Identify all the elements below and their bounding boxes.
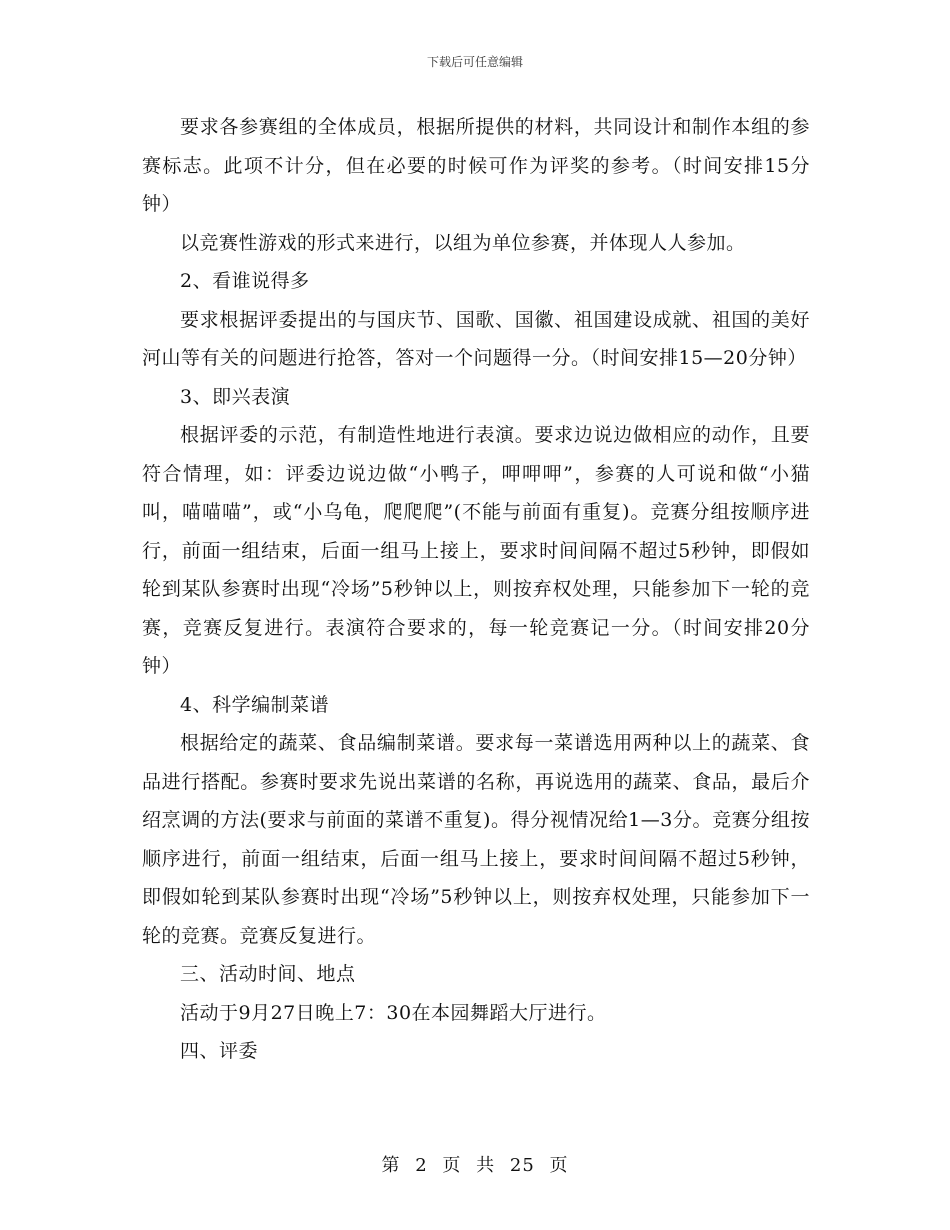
heading-improv: 3、即兴表演 — [180, 385, 291, 408]
page-header: 下载后可任意编辑 — [426, 55, 523, 69]
page-footer — [0, 1155, 950, 1177]
paragraph-menu-rules: 根据给定的蔬菜、食品编制菜谱。要求每一菜谱选用两种以上的蔬菜、食品进行搭配。参赛时要求先说出菜谱的名称，再说选用的蔬菜、食品，最后介绍烹调的方法(要求与前面的菜谱不重复)。得分视情况给1—3分。竞赛分组按顺序进行，前面一组结束，后面一组马上接上，要求时间间隔不超过5秒钟，即假如轮到某队参赛时出现“冷场”5秒钟以上，则按弃权处理，只能参加下一轮的竞赛。竞赛反复进行。 — [142, 732, 810, 947]
footer-total-word: 共 — [476, 1155, 496, 1176]
paragraph-time-place: 活动于9月27日晚上7：30在本园舞蹈大厅进行。 — [180, 1001, 607, 1024]
footer-current-page: 2 — [415, 1155, 428, 1176]
heading-who-says-more: 2、看谁说得多 — [180, 270, 310, 292]
footer-prefix: 第 — [381, 1155, 401, 1176]
paragraph-quiz-rules: 要求根据评委提出的与国庆节、国歌、国徽、祖国建设成就、祖国的美好河山等有关的问题进行抢答，答对一个问题得一分。（时间安排15—20分钟） — [142, 308, 810, 369]
footer-total-pages: 25 — [509, 1155, 535, 1176]
paragraph-improv-rules: 根据评委的示范，有制造性地进行表演。要求边说边做相应的动作，且要符合情理，如：评委边说边做“小鸭子，呷呷呷”，参赛的人可说和做“小猫叫，喵喵喵”，或“小乌龟，爬爬爬”(不能与前面有重复)。竞赛分组按顺序进行，前面一组结束，后面一组马上接上，要求时间间隔不超过5秒钟，即假如轮到某队参赛时出现“冷场”5秒钟以上，则按弃权处理，只能参加下一轮的竞赛，竞赛反复进行。表演符合要求的，每一轮竞赛记一分。（时间安排20分钟） — [142, 424, 810, 677]
footer-suffix: 页 — [549, 1155, 569, 1176]
heading-menu: 4、科学编制菜谱 — [180, 693, 330, 716]
paragraph-game-format: 以竞赛性游戏的形式来进行，以组为单位参赛，并体现人人参加。 — [180, 231, 746, 254]
paragraph-team-logo: 要求各参赛组的全体成员，根据所提供的材料，共同设计和制作本组的参赛标志。此项不计分，但在必要的时候可作为评奖的参考。（时间安排15分钟） — [142, 116, 810, 215]
heading-time-place: 三、活动时间、地点 — [180, 963, 356, 985]
document-body — [142, 108, 810, 1071]
footer-page-word: 页 — [442, 1155, 462, 1176]
heading-judges: 四、评委 — [180, 1040, 259, 1062]
